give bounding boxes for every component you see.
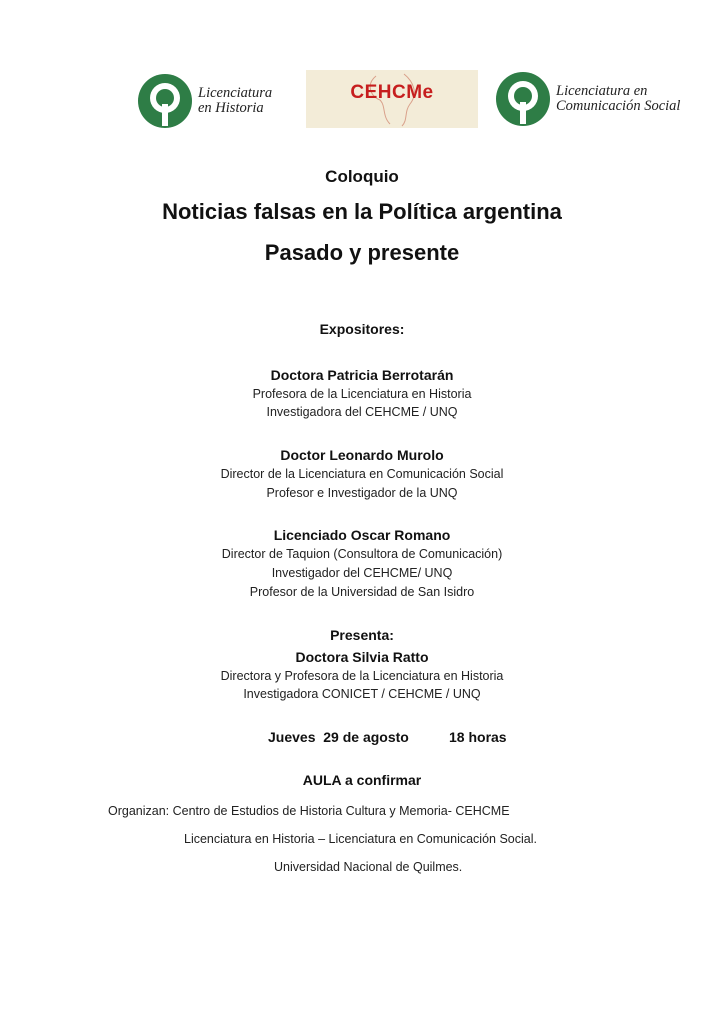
presenta-heading: Presenta: (330, 627, 394, 643)
event-date: Jueves 29 de agosto (268, 729, 409, 745)
q-logo-icon (136, 72, 194, 130)
logo-cehcme (306, 70, 478, 128)
logo-licenciatura-historia (136, 72, 272, 130)
logo-right-line1: Licenciatura en (556, 83, 648, 99)
speaker-role: Profesor de la Universidad de San Isidro (249, 585, 475, 599)
speaker-name: Doctora Patricia Berrotarán (270, 367, 454, 383)
event-room: AULA a confirmar (302, 772, 422, 788)
speaker-role: Profesora de la Licenciatura en Historia (252, 387, 472, 401)
logo-licenciatura-comunicacion (494, 70, 680, 128)
speaker-name: Licenciado Oscar Romano (273, 527, 451, 543)
logo-cehcme-text: CEHCMe (350, 82, 434, 103)
presenter-role: Directora y Profesora de la Licenciatura en Historia (220, 669, 504, 683)
logo-left-line1: Licenciatura (198, 85, 273, 101)
speaker-role: Profesor e Investigador de la UNQ (266, 486, 458, 500)
page-title: Noticias falsas en la Política argentina (162, 199, 562, 224)
speaker-role: Investigador del CEHCME/ UNQ (271, 566, 453, 580)
logo-left-line2: en Historia (198, 100, 264, 116)
speaker-role: Investigadora del CEHCME / UNQ (266, 405, 458, 419)
expositores-heading: Expositores: (319, 321, 405, 337)
logo-right-line2: Comunicación Social (556, 98, 681, 114)
organizers-line: Organizan: Centro de Estudios de Historia Cultura y Memoria- CEHCME (108, 804, 510, 818)
speaker-name: Doctor Leonardo Murolo (280, 447, 444, 463)
page-subtitle: Pasado y presente (264, 240, 460, 265)
presenter-name: Doctora Silvia Ratto (295, 649, 429, 665)
kicker: Coloquio (325, 167, 399, 186)
speaker-role: Director de la Licenciatura en Comunicación Social (220, 467, 504, 481)
q-logo-icon (494, 70, 552, 128)
presenter-role: Investigadora CONICET / CEHCME / UNQ (243, 687, 481, 701)
event-time: 18 horas (449, 729, 507, 745)
speaker-role: Director de Taquion (Consultora de Comunicación) (221, 547, 503, 561)
organizers-line: Universidad Nacional de Quilmes. (274, 860, 463, 874)
organizers-line: Licenciatura en Historia – Licenciatura en Comunicación Social. (184, 832, 537, 846)
